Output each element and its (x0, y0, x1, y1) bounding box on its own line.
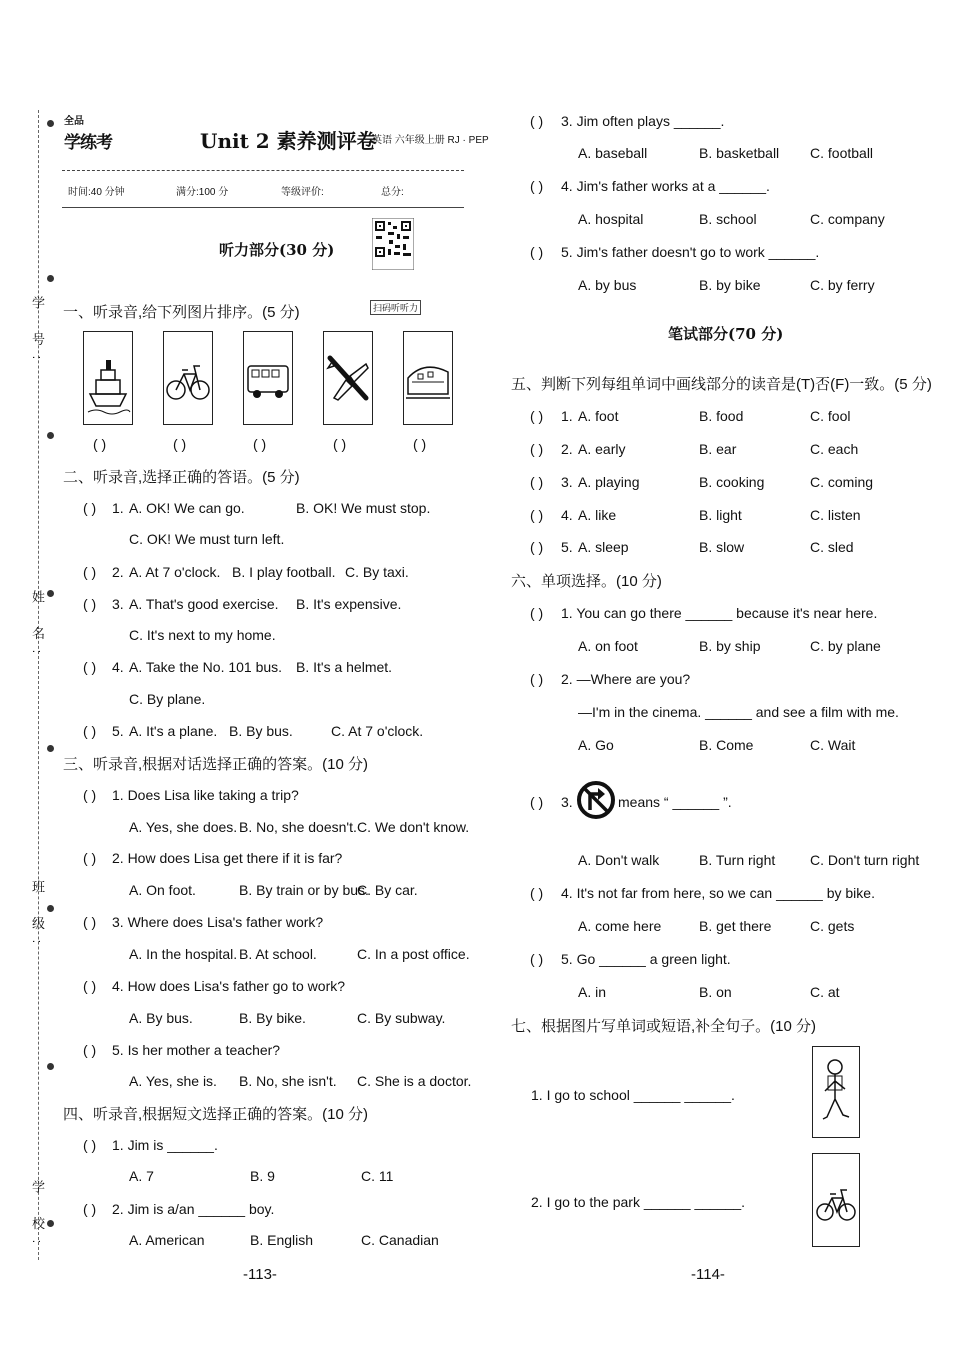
option-a: A. by bus (578, 277, 637, 293)
option-a: A. hospital (578, 211, 644, 227)
question-text: means “ ______ ”. (618, 794, 732, 810)
s1-answer-paren[interactable]: ( ) (253, 436, 267, 452)
question-number: 5. (561, 539, 573, 555)
side-class-label: 班 级: (30, 880, 45, 954)
option-b: B. By bike. (239, 1010, 306, 1026)
option-c: C. by plane (810, 638, 881, 654)
s4-title: 四、听录音,根据短文选择正确的答案。(10 分) (63, 1106, 369, 1123)
answer-paren[interactable]: ( ) (83, 564, 97, 580)
answer-paren[interactable]: ( ) (83, 596, 97, 612)
s1-answer-paren[interactable]: ( ) (93, 436, 107, 452)
question-text: 5. Is her mother a teacher? (112, 1042, 281, 1058)
option-c: C. football (810, 145, 874, 161)
option-b: B. English (250, 1232, 314, 1248)
option-a: A. By bus. (129, 1010, 193, 1026)
s2-title: 二、听录音,选择正确的答语。(5 分) (63, 469, 300, 486)
s1-answer-paren[interactable]: ( ) (413, 436, 427, 452)
option-b: B. basketball (699, 145, 780, 161)
question-number: 1. (112, 500, 124, 516)
answer-paren[interactable]: ( ) (530, 951, 544, 967)
question-text: 1. Does Lisa like taking a trip? (112, 787, 299, 803)
option-a: A. in (578, 984, 607, 1000)
option-a: A. on foot (578, 638, 638, 654)
option-c: C. In a post office. (357, 946, 470, 962)
option-b: B. ear (699, 441, 737, 457)
question-text: 5. Jim's father doesn't go to work ______. (561, 244, 820, 260)
option-a: A. At 7 o'clock. (129, 564, 221, 580)
question-text: 4. How does Lisa's father go to work? (112, 978, 346, 994)
option-c: C. Canadian (361, 1232, 439, 1248)
answer-paren[interactable]: ( ) (530, 113, 544, 129)
option-c: C. by ferry (810, 277, 875, 293)
option-c: C. By subway. (357, 1010, 446, 1026)
answer-paren[interactable]: ( ) (530, 441, 544, 457)
answer-paren[interactable]: ( ) (83, 500, 97, 516)
option-c: C. at (810, 984, 840, 1000)
option-a: A. foot (578, 408, 619, 424)
page-title: Unit 2 素养测评卷 (200, 129, 377, 153)
header-bottom-line (62, 207, 464, 208)
s5-title: 五、判断下列每组单词中画线部分的读音是(T)否(F)一致。(5 分) (511, 376, 932, 393)
option-a: A. In the hospital. (129, 946, 238, 962)
s1-answer-paren[interactable]: ( ) (173, 436, 187, 452)
question-number: 3. (112, 596, 124, 612)
answer-paren[interactable]: ( ) (83, 1137, 97, 1153)
binding-hole (47, 275, 54, 282)
writing-title: 笔试部分(70 分) (668, 325, 784, 343)
option-a: A. Yes, she is. (129, 1073, 217, 1089)
answer-paren[interactable]: ( ) (83, 1042, 97, 1058)
answer-paren[interactable]: ( ) (83, 1201, 97, 1217)
question-text: 5. Go ______ a green light. (561, 951, 731, 967)
walking-boy-icon (812, 1046, 860, 1138)
option-b: B. by ship (699, 638, 761, 654)
option-c: C. sled (810, 539, 854, 555)
question-text: 4. It's not far from here, so we can ______ by bike. (561, 885, 875, 901)
option-b: B. No, she isn't. (239, 1073, 337, 1089)
option-a: A. playing (578, 474, 640, 490)
question-number: 3. (561, 474, 573, 490)
side-id-label: 学 号: (30, 296, 45, 370)
option-a: A. like (578, 507, 617, 523)
bus-icon (243, 331, 293, 425)
question-number: 4. (561, 507, 573, 523)
option-b: B. It's a helmet. (296, 659, 393, 675)
answer-paren[interactable]: ( ) (83, 850, 97, 866)
option-c: C. fool (810, 408, 851, 424)
answer-paren[interactable]: ( ) (530, 885, 544, 901)
option-b: B. By bus. (229, 723, 293, 739)
s6-title: 六、单项选择。(10 分) (511, 573, 662, 590)
binding-hole (47, 1220, 54, 1227)
option-c: C. OK! We must turn left. (129, 531, 285, 547)
answer-paren[interactable]: ( ) (83, 978, 97, 994)
answer-paren[interactable]: ( ) (530, 178, 544, 194)
option-c: C. It's next to my home. (129, 627, 276, 643)
option-b: B. It's expensive. (296, 596, 402, 612)
option-b: B. food (699, 408, 744, 424)
option-c: C. Wait (810, 737, 856, 753)
listening-title: 听力部分(30 分) (219, 241, 335, 259)
question-text: 1. Jim is ______. (112, 1137, 218, 1153)
option-c: C. each (810, 441, 859, 457)
question-number: 5. (112, 723, 124, 739)
option-b: B. At school. (239, 946, 317, 962)
side-school-label: 学 校: (30, 1180, 45, 1254)
question-text-line2: —I'm in the cinema. ______ and see a film with me. (578, 704, 899, 720)
option-a: A. Go (578, 737, 614, 753)
qr-code[interactable] (372, 218, 414, 270)
answer-paren[interactable]: ( ) (530, 539, 544, 555)
option-b: B. I play football. (232, 564, 336, 580)
time-label: 时间:40 分钟 (68, 187, 125, 198)
plane-icon (323, 331, 373, 425)
subject-label: 英语 六年级上册 RJ · PEP (372, 135, 489, 146)
binding-hole (47, 590, 54, 597)
bike-icon (812, 1153, 860, 1247)
s3-title: 三、听录音,根据对话选择正确的答案。(10 分) (63, 756, 369, 773)
page-number-right: -114- (691, 1266, 725, 1283)
ship-icon (83, 331, 133, 425)
binding-hole (47, 905, 54, 912)
answer-paren[interactable]: ( ) (530, 671, 544, 687)
question-text: 3. Where does Lisa's father work? (112, 914, 324, 930)
question-number: 2. (561, 441, 573, 457)
option-b: B. light (699, 507, 742, 523)
option-c: C. Don't turn right (810, 852, 920, 868)
option-b: B. No, she doesn't. (239, 819, 357, 835)
total-label: 总分: (381, 187, 404, 198)
qr-caption: 扫码听听力 (370, 300, 421, 315)
answer-paren[interactable]: ( ) (530, 507, 544, 523)
question-number: 1. (561, 408, 573, 424)
answer-paren[interactable]: ( ) (530, 605, 544, 621)
option-b: B. on (699, 984, 732, 1000)
option-a: A. Take the No. 101 bus. (129, 659, 283, 675)
option-b: B. cooking (699, 474, 765, 490)
option-c: C. By taxi. (345, 564, 409, 580)
full-score-label: 满分:100 分 (176, 187, 229, 198)
question-text: 2. —Where are you? (561, 671, 691, 687)
question-text: 1. You can go there ______ because it's near here. (561, 605, 878, 621)
fill-sentence[interactable]: 2. I go to the park ______ ______. (531, 1194, 746, 1210)
option-c: C. coming (810, 474, 874, 490)
question-number: 3. (561, 794, 573, 810)
s7-title: 七、根据图片写单词或短语,补全句子。(10 分) (511, 1018, 817, 1035)
option-b: B. get there (699, 918, 772, 934)
option-a: A. early (578, 441, 626, 457)
option-b: B. slow (699, 539, 745, 555)
option-c: C. company (810, 211, 885, 227)
s1-answer-paren[interactable]: ( ) (333, 436, 347, 452)
option-a: A. Yes, she does. (129, 819, 238, 835)
option-c: C. She is a doctor. (357, 1073, 472, 1089)
binding-hole (47, 1063, 54, 1070)
answer-paren[interactable]: ( ) (530, 474, 544, 490)
answer-paren[interactable]: ( ) (83, 723, 97, 739)
binding-hole (47, 120, 54, 127)
option-a: A. come here (578, 918, 662, 934)
no-right-turn-sign-icon (576, 764, 616, 836)
option-a: A. On foot. (129, 882, 196, 898)
page-number-left: -113- (243, 1266, 277, 1283)
train-icon (403, 331, 453, 425)
binding-hole (47, 745, 54, 752)
header-divider (62, 170, 464, 171)
option-b: B. Come (699, 737, 754, 753)
option-b: B. by bike (699, 277, 761, 293)
grade-eval-label: 等级评价: (281, 187, 324, 198)
side-name-label: 姓 名: (30, 590, 45, 664)
question-number: 2. (112, 564, 124, 580)
answer-paren[interactable]: ( ) (530, 794, 544, 810)
question-text: 3. Jim often plays ______. (561, 113, 725, 129)
question-text: 2. How does Lisa get there if it is far? (112, 850, 343, 866)
answer-paren[interactable]: ( ) (530, 408, 544, 424)
option-a: A. American (129, 1232, 205, 1248)
option-a: A. OK! We can go. (129, 500, 245, 516)
brand-logo: 学练考 (64, 133, 112, 152)
bike-icon (163, 331, 213, 425)
option-a: A. sleep (578, 539, 629, 555)
option-c: C. listen (810, 507, 861, 523)
brand-top: 全品 (64, 116, 84, 127)
option-b: B. Turn right (699, 852, 776, 868)
answer-paren[interactable]: ( ) (83, 787, 97, 803)
question-number: 4. (112, 659, 124, 675)
option-a: A. 7 (129, 1168, 154, 1184)
option-a: A. Don't walk (578, 852, 660, 868)
answer-paren[interactable]: ( ) (530, 244, 544, 260)
option-b: B. 9 (250, 1168, 275, 1184)
option-c: C. 11 (361, 1168, 394, 1184)
option-b: B. By train or by bus. (239, 882, 369, 898)
option-a: A. That's good exercise. (129, 596, 279, 612)
option-c: C. We don't know. (357, 819, 470, 835)
binding-hole (47, 432, 54, 439)
option-c: C. At 7 o'clock. (331, 723, 424, 739)
option-b: B. OK! We must stop. (296, 500, 431, 516)
fill-sentence[interactable]: 1. I go to school ______ ______. (531, 1087, 735, 1103)
option-c: C. gets (810, 918, 855, 934)
option-c: C. By car. (357, 882, 418, 898)
option-a: A. It's a plane. (129, 723, 218, 739)
option-c: C. By plane. (129, 691, 206, 707)
answer-paren[interactable]: ( ) (83, 914, 97, 930)
option-a: A. baseball (578, 145, 648, 161)
s1-title: 一、听录音,给下列图片排序。(5 分) (63, 304, 300, 321)
answer-paren[interactable]: ( ) (83, 659, 97, 675)
binding-line (38, 110, 39, 1260)
question-text: 4. Jim's father works at a ______. (561, 178, 770, 194)
option-b: B. school (699, 211, 757, 227)
question-text: 2. Jim is a/an ______ boy. (112, 1201, 275, 1217)
